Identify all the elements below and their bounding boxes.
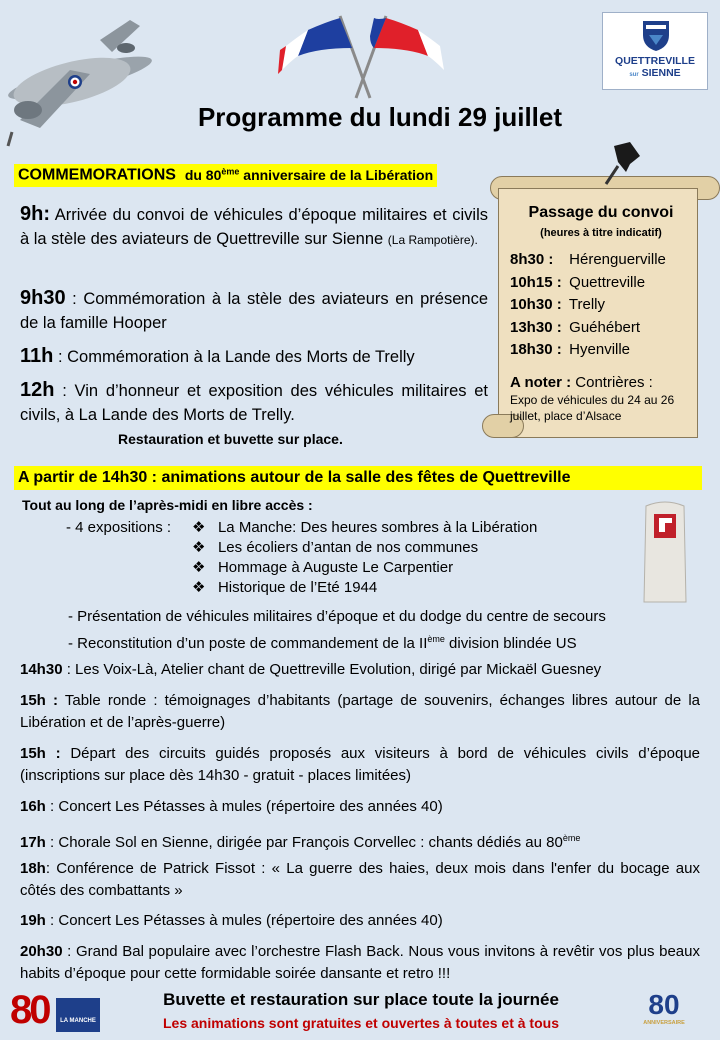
schedule-text: : Chorale Sol en Sienne, dirigée par François Corvellec : chants dédiés au 80	[45, 834, 563, 851]
morning-time: 9h30	[20, 287, 66, 309]
logo-80-left: 80	[10, 988, 49, 1032]
free-access-label: Tout au long de l’après-midi en libre accès :	[22, 497, 313, 513]
expo-item-text: Les écoliers d’antan de nos communes	[217, 539, 479, 556]
morning-text: Arrivée du convoi de véhicules d’époque militaires et civils à la stèle des aviateurs de Quettreville sur Sienne	[20, 206, 488, 248]
schedule-time: 15h :	[20, 692, 58, 709]
expo-item-text: Historique de l’Eté 1944	[217, 579, 378, 596]
stop-time: 18h30 :	[510, 341, 562, 358]
page-title: Programme du lundi 29 juillet	[197, 102, 563, 132]
convoy-scroll	[482, 174, 720, 440]
schedule-item	[20, 796, 700, 818]
logo-line2-text: SIENNE	[641, 67, 681, 79]
schedule-text: Départ des circuits guidés proposés aux visiteurs à bord de véhicules civils d’époque (inscriptions sur place dès 14h30 - gratuit - places limitées)	[20, 745, 701, 784]
stop-place: Guéhébert	[569, 318, 641, 336]
convoy-stop	[510, 339, 666, 362]
logo-80-right: 80	[648, 989, 680, 1020]
expo-item-text: La Manche: Des heures sombres à la Libération	[217, 519, 538, 536]
convoy-stop	[510, 294, 666, 317]
stop-place: Quettreville	[569, 273, 646, 291]
morning-text: : Vin d’honneur et exposition des véhicules militaires et civils, à La Lande des Morts de Trelly.	[20, 382, 488, 424]
convoy-stop	[510, 249, 666, 272]
commemorations-heading-post: anniversaire de la Libération	[239, 166, 434, 183]
pushpin-icon	[600, 140, 644, 188]
schedule-item	[20, 659, 700, 681]
schedule-time: 19h	[20, 912, 46, 929]
expo-list	[192, 518, 537, 598]
note-detail: Expo de véhicules du 24 au 26 juillet, place d’Alsace	[510, 393, 675, 423]
schedule-text: : Concert Les Pétasses à mules (répertoire des années 40)	[45, 912, 443, 929]
stop-place: Trelly	[568, 296, 606, 313]
schedule-sup: ème	[562, 833, 581, 843]
schedule-text: : Grand Bal populaire avec l’orchestre Flash Back. Nous vous invitons à revêtir vos plus beaux habits d’époque pour cette formidable soirée dansante et retro !!!	[20, 943, 700, 982]
reconstitution-post: division blindée US	[444, 635, 577, 652]
stop-time: 13h30 :	[510, 318, 562, 336]
convoy-stop	[510, 317, 666, 340]
restauration-note: Restauration et buvette sur place.	[118, 431, 343, 447]
expo-item	[192, 558, 537, 578]
morning-item-4	[20, 378, 488, 427]
afternoon-heading: A partir de 14h30 : animations autour de la salle des fêtes de Quettreville	[14, 466, 702, 490]
schedule-time: 17h	[20, 834, 46, 851]
logo-sur: sur	[629, 72, 639, 78]
note-label: A noter :	[510, 374, 572, 391]
morning-time: 9h:	[20, 203, 50, 225]
schedule-text: Table ronde : témoignages d’habitants (partage de souvenirs, échanges libres autour de la Libération et de l’après-guerre)	[20, 692, 700, 731]
diamond-bullet-icon: ❖	[192, 559, 206, 576]
schedule-time: 15h :	[20, 745, 61, 762]
footer-logo-right	[632, 990, 696, 1034]
quettreville-logo	[602, 12, 708, 90]
commemorations-heading	[14, 164, 437, 187]
footer-logo-left	[10, 988, 104, 1034]
stop-place: Hyenville	[569, 341, 631, 358]
morning-time: 11h	[20, 345, 54, 367]
schedule-text: : Les Voix-Là, Atelier chant de Quettreville Evolution, dirigé par Mickaël Guesney	[62, 661, 602, 678]
schedule-item	[20, 743, 700, 787]
presentation-line: - Présentation de véhicules militaires d’époque et du dodge du centre de secours	[68, 608, 606, 625]
expo-item-text: Hommage à Auguste Le Carpentier	[217, 559, 454, 576]
logo-line2	[603, 67, 707, 79]
convoy-note	[510, 374, 698, 424]
morning-item-3	[20, 344, 488, 369]
stop-time: 8h30 :	[510, 251, 554, 268]
logo-manche-text: LA MANCHE	[60, 1018, 96, 1024]
schedule-time: 18h	[20, 860, 46, 877]
diamond-bullet-icon: ❖	[192, 539, 206, 556]
expo-label: - 4 expositions :	[66, 519, 172, 536]
french-flags-illustration	[278, 8, 448, 100]
schedule-item	[20, 941, 700, 985]
airplane-illustration	[0, 0, 160, 150]
schedule-item	[20, 690, 700, 734]
commemorations-heading-pre: du 80	[184, 166, 222, 183]
schedule-time: 16h	[20, 798, 46, 815]
reconstitution-sup: ème	[427, 634, 445, 644]
footer-line2: Les animations sont gratuites et ouvertes à toutes et à tous	[163, 1015, 559, 1031]
diamond-bullet-icon: ❖	[192, 519, 206, 536]
stop-time: 10h15 :	[510, 273, 562, 291]
convoy-stop	[510, 272, 666, 295]
schedule-time: 20h30	[20, 943, 63, 960]
convoy-stops	[510, 249, 666, 362]
logo-anniversaire-text: ANNIVERSAIRE	[643, 1020, 685, 1026]
note-place: Contrières :	[571, 374, 653, 391]
reconstitution-line	[68, 629, 577, 654]
schedule-item	[20, 827, 700, 854]
schedule-time: 14h30	[20, 661, 63, 678]
convoy-title: Passage du convoi	[528, 204, 674, 221]
convoy-subtitle: (heures à titre indicatif)	[540, 227, 662, 239]
morning-note: (La Rampotière).	[387, 233, 478, 247]
expo-item	[192, 578, 537, 598]
reconstitution-pre: - Reconstitution d’un poste de commandement de la II	[68, 635, 428, 652]
schedule-text: : Conférence de Patrick Fissot : « La guerre des haies, deux mois dans l'enfer du bocage aux côtés des combattants »	[20, 860, 700, 899]
schedule-item	[20, 910, 700, 932]
morning-text: : Commémoration à la Lande des Morts de Trelly	[53, 348, 415, 366]
diamond-bullet-icon: ❖	[192, 579, 206, 596]
expo-item	[192, 518, 537, 538]
schedule-text: : Concert Les Pétasses à mules (répertoire des années 40)	[45, 798, 443, 815]
stop-time: 10h30 :	[510, 296, 562, 313]
morning-item-1	[20, 202, 488, 252]
footer-line1: Buvette et restauration sur place toute la journée	[163, 990, 559, 1009]
logo-line1: QUETTREVILLE	[615, 55, 695, 67]
commemorations-heading-main: COMMEMORATIONS	[18, 166, 176, 184]
morning-time: 12h	[20, 379, 55, 401]
stele-image	[640, 498, 690, 606]
schedule-item	[20, 858, 700, 902]
morning-text: : Commémoration à la stèle des aviateurs en présence de la famille Hooper	[20, 290, 488, 332]
stop-place: Hérenguerville	[569, 251, 666, 268]
morning-item-2	[20, 286, 488, 335]
crest-icon	[641, 19, 671, 53]
commemorations-heading-sup: ème	[221, 166, 240, 176]
expo-item	[192, 538, 537, 558]
